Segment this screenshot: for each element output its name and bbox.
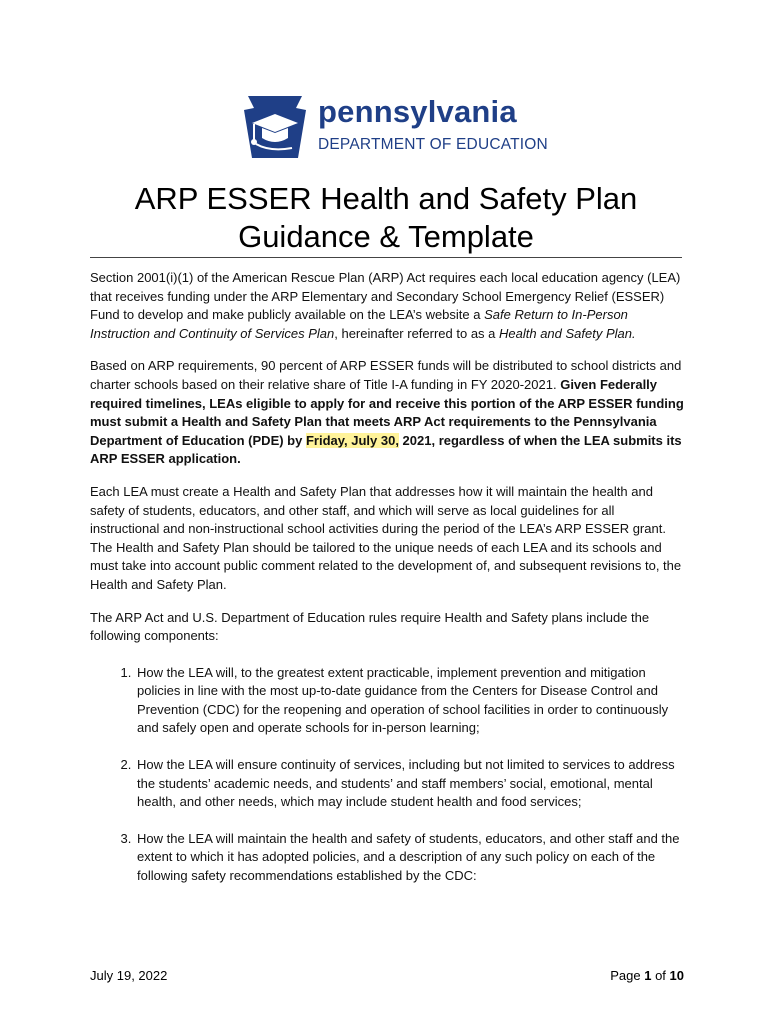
intro-paragraph: Section 2001(i)(1) of the American Rescue Plan (ARP) Act requires each local education agency (LEA) that receives funding under the ARP Elementary and Secondary School Emergency Relief (ESSER) Fund to develop and make publicly available on the LEA’s website a Safe Return to In-Person Instruction and Continuity of Services Plan, hereinafter referred to as a Health and Safety Plan. (90, 270, 681, 341)
logo-wordmark: pennsylvania (318, 94, 517, 129)
plan-paragraph: Each LEA must create a Health and Safety Plan that addresses how it will maintain the health and safety of students, educators, and other staff, and which will serve as local guidelines for all instructional and non-instructional school activities during the period of the LEA’s ARP ESSER grant. The Health and Safety Plan should be tailored to the unique needs of each LEA and its schools and must take into account public comment related to the development of, and subsequent revisions to, the Health and Safety Plan. (90, 483, 682, 592)
components-paragraph: The ARP Act and U.S. Department of Education rules require Health and Safety plans include the following components: (90, 609, 650, 644)
title-line-2: Guidance & Template (238, 219, 534, 254)
document-body (90, 269, 685, 904)
requirements-paragraph: Based on ARP requirements, 90 percent of ARP ESSER funds will be distributed to school districts and charter schools based on their relative share of Title I-A funding in FY 2020-2021. Given Federally required timelines, LEAs eligible to apply for and receive this portion of the ARP ESSER funding must submit a Health and Safety Plan that meets ARP Act requirements to the Pennsylvania Department of Education (PDE) by Friday, July 30, 2021, regardless of when the LEA submits its ARP ESSER application. (90, 358, 684, 467)
keystone-cap-icon (240, 92, 310, 162)
logo-department: DEPARTMENT OF EDUCATION (318, 136, 548, 153)
list-item: 3. How the LEA will maintain the health and safety of students, educators, and other staff and the extent to which it has adopted policies, and a description of any such policy on each of the following safety recommendations established by the CDC: (135, 830, 685, 886)
page-title (90, 180, 682, 256)
title-line-1: ARP ESSER Health and Safety Plan (134, 181, 638, 216)
page-number: Page 1 of 10 (610, 968, 684, 983)
footer-date: July 19, 2022 (90, 968, 168, 983)
title-divider (90, 257, 682, 258)
components-list (90, 664, 685, 886)
list-item: 2. How the LEA will ensure continuity of services, including but not limited to services to address the students’ academic needs, and students’ and staff members’ social, emotional, mental health, and other needs, which may include student health and food services; (135, 756, 685, 812)
pde-logo (240, 92, 548, 164)
deadline-highlight: Friday, July 30, (305, 432, 399, 448)
list-item: 1. How the LEA will, to the greatest extent practicable, implement prevention and mitigation policies in line with the most up-to-date guidance from the Centers for Disease Control and Prevention (CDC) for the reopening and operation of school facilities in order to continuously and safely open and operate schools for in-person learning; (135, 664, 685, 738)
